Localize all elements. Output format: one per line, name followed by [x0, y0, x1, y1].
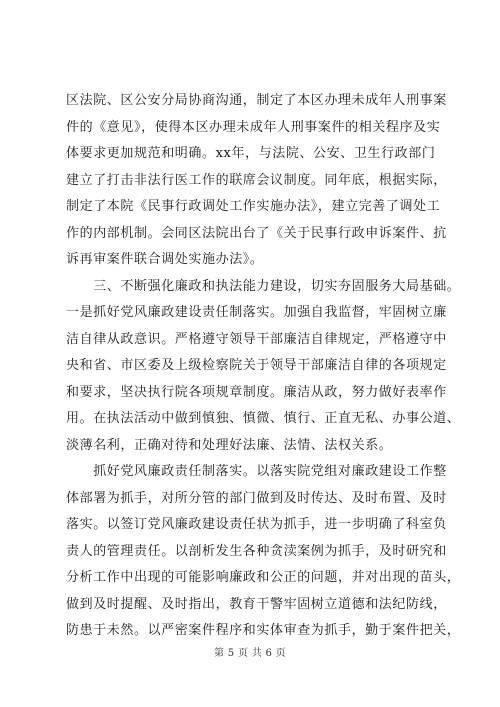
body-line: 淡薄名利，正确对待和处理好法廉、法情、法权关系。: [66, 437, 393, 453]
body-line: 诉再审案件联合调处实施办法》。: [66, 252, 264, 267]
body-line: 和要求，坚决执行院各项规章制度。廉洁从政，努力做好表率作: [66, 384, 447, 400]
body-line: 作的内部机制。会同区法院出台了《关于民事行政申诉案件、抗: [66, 225, 447, 241]
body-text: [66, 88, 461, 645]
body-line: 防患于未然。以严密案件程序和实体审查为抓手，勤于案件把关，: [66, 623, 461, 638]
body-line: 建立了打击非法行医工作的联席会议制度。同年底，根据实际，: [66, 172, 447, 188]
body-line: 分析工作中出现的可能影响廉政和公正的问题，并对出现的苗头，: [66, 570, 461, 585]
body-line: 一是抓好党风廉政建设责任制落实。加强自我监督，牢固树立廉: [66, 305, 447, 320]
body-line: 体要求更加规范和明确。xx年，与法院、公安、卫生行政部门: [66, 146, 436, 161]
body-line: 件的《意见》，使得本区办理未成年人刑事案件的相关程序及实: [66, 119, 441, 135]
body-line: 抓好党风廉政责任制落实。以落实院党组对廉政建设工作整: [66, 464, 447, 479]
body-line: 区法院、区公安分局协商沟通，制定了本区办理未成年人刑事案: [66, 93, 447, 108]
body-line: 落实。以签订党风廉政建设责任状为抓手，进一步明确了科室负: [66, 517, 447, 532]
body-line: 体部署为抓手，对所分管的部门做到及时传达、及时布置、及时: [66, 490, 447, 506]
body-line: 责人的管理责任。以剖析发生各种贪渎案例为抓手，及时研究和: [66, 543, 447, 559]
body-line: 做到及时提醒、及时指出，教育干警牢固树立道德和法纪防线，: [66, 596, 447, 612]
page-number-footer: 第 5 页 共 6 页: [214, 648, 286, 659]
body-line: 洁自律从政意识。严格遵守领导干部廉洁自律规定，严格遵守中: [66, 331, 447, 347]
body-line: 制定了本院《民事行政调处工作实施办法》，建立完善了调处工: [66, 199, 441, 214]
body-line: 用。在执法活动中做到慎独、慎微、慎行、正直无私、办事公道、: [66, 411, 461, 426]
body-line: 三、不断强化廉政和执法能力建设，切实夯固服务大局基础。: [66, 278, 461, 294]
body-line: 央和省、市区委及上级检察院关于领导干部廉洁自律的各项规定: [66, 358, 447, 373]
